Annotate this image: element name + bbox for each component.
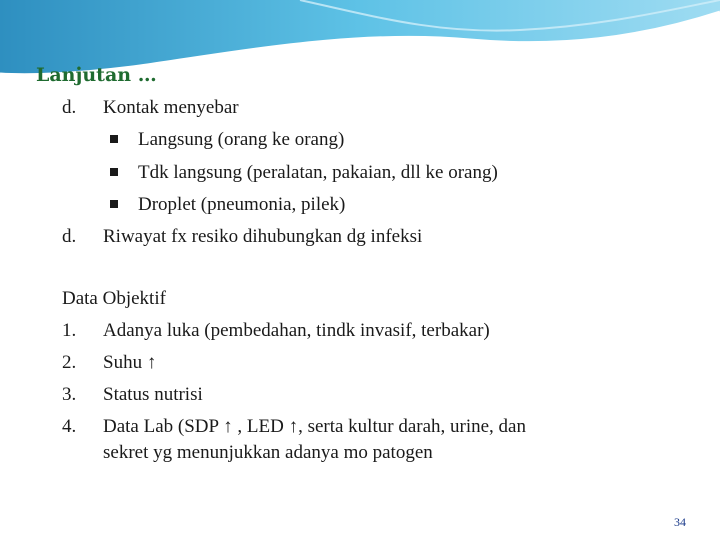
square-bullet-icon (110, 135, 118, 143)
list-number: 2. (62, 352, 77, 373)
list-item: Adanya luka (pembedahan, tindk invasif, terbakar) (103, 320, 490, 341)
page-number: 34 (674, 515, 686, 529)
list-number: 4. (62, 416, 77, 437)
section-label-history: Riwayat fx resiko dihubungkan dg infeksi (103, 226, 423, 247)
list-item-continuation: sekret yg menunjukkan adanya mo patogen (103, 442, 433, 463)
list-marker: d. (62, 97, 77, 118)
objective-heading: Data Objektif (62, 288, 166, 309)
list-item: Suhu ↑ (103, 352, 157, 373)
list-item: Data Lab (SDP ↑ , LED ↑, serta kultur darah, urine, dan (103, 416, 526, 437)
list-item: Langsung (orang ke orang) (138, 129, 345, 150)
list-marker: d. (62, 226, 77, 247)
list-item: Tdk langsung (peralatan, pakaian, dll ke orang) (138, 162, 498, 183)
list-item: Droplet (pneumonia, pilek) (138, 194, 346, 215)
list-number: 3. (62, 384, 77, 405)
square-bullet-icon (110, 168, 118, 176)
list-number: 1. (62, 320, 77, 341)
list-item: Status nutrisi (103, 384, 203, 405)
slide-title: Lanjutan … (36, 64, 157, 86)
square-bullet-icon (110, 200, 118, 208)
section-label-contact: Kontak menyebar (103, 97, 239, 118)
